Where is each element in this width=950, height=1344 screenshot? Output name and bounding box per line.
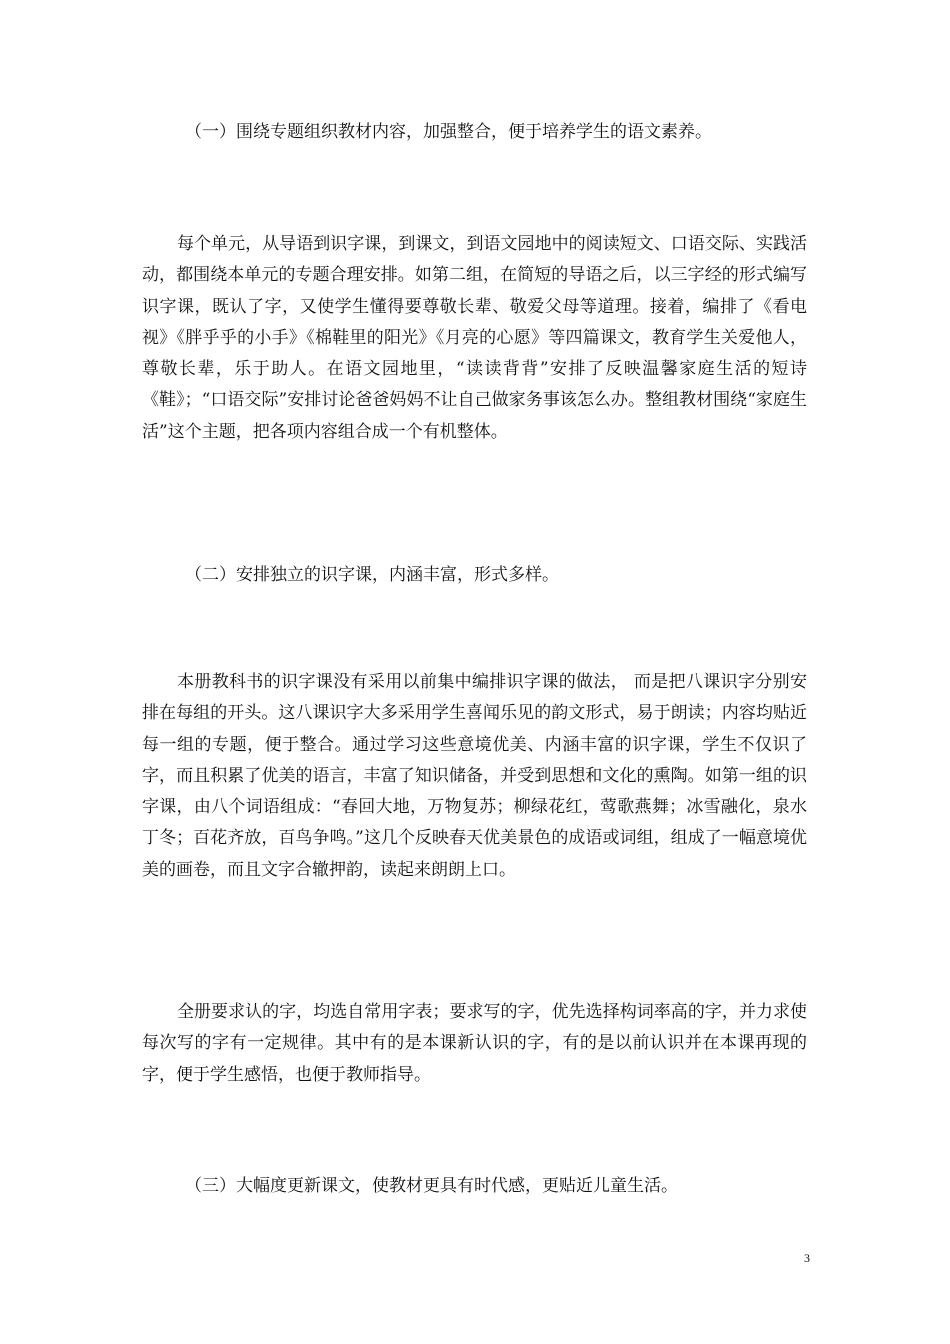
paragraph-3: 全册要求认的字，均选自常用字表；要求写的字，优先选择构词率高的字，并力求使每次写的字有一定规律。其中有的是本课新认识的字，有的是以前认识并在本课再现的字，便于学生感悟，也便于教师指导。 [142,1002,807,1085]
paragraph-2: 本册教科书的识字课没有采用以前集中编排识字课的做法， 而是把八课识字分别安排在每组的开头。这八课识字大多采用学生喜闻乐见的韵文形式，易于朗读；内容均贴近每一组的专题，便于整合。通过学习这些意境优美、内涵丰富的识字课，学生不仅识了字，而且积累了优美的语言，丰富了知识储备，并受到思想和文化的熏陶。如第一组的识字课，由八个词语组成：“春回大地，万物复苏；柳绿花红，莺歌燕舞；冰雪融化，泉水丁冬；百花齐放，百鸟争鸣。”这几个反映春天优美景色的成语或词组，组成了一幅意境优美的画卷，而且文字合辙押韵，读起来朗朗上口。 [142,672,807,880]
paragraph-1: 每个单元，从导语到识字课，到课文，到语文园地中的阅读短文、口语交际、实践活动，都围绕本单元的专题合理安排。如第二组，在简短的导语之后，以三字经的形式编写识字课，既认了字，又使学生懂得要尊敬长辈、敬爱父母等道理。接着，编排了《看电视》《胖乎乎的小手》《棉鞋里的阳光》《月亮的心愿》等四篇课文，教育学生关爱他人，尊敬长辈，乐于助人。在语文园地里，“读读背背”安排了反映温馨家庭生活的短诗《鞋》；“口语交际”安排讨论爸爸妈妈不让自己做家务事该怎么办。整组教材围绕“家庭生活”这个主题，把各项内容组合成一个有机整体。 [142,234,807,442]
section-heading-3: （三）大幅度更新课文，使教材更具有时代感，更贴近儿童生活。 [185,1176,678,1196]
page-number: 3 [804,1251,810,1265]
section-heading-2: （二）安排独立的识字课，内涵丰富，形式多样。 [185,565,559,585]
section-heading-1: （一）围绕专题组织教材内容，加强整合，便于培养学生的语文素养。 [185,122,712,142]
